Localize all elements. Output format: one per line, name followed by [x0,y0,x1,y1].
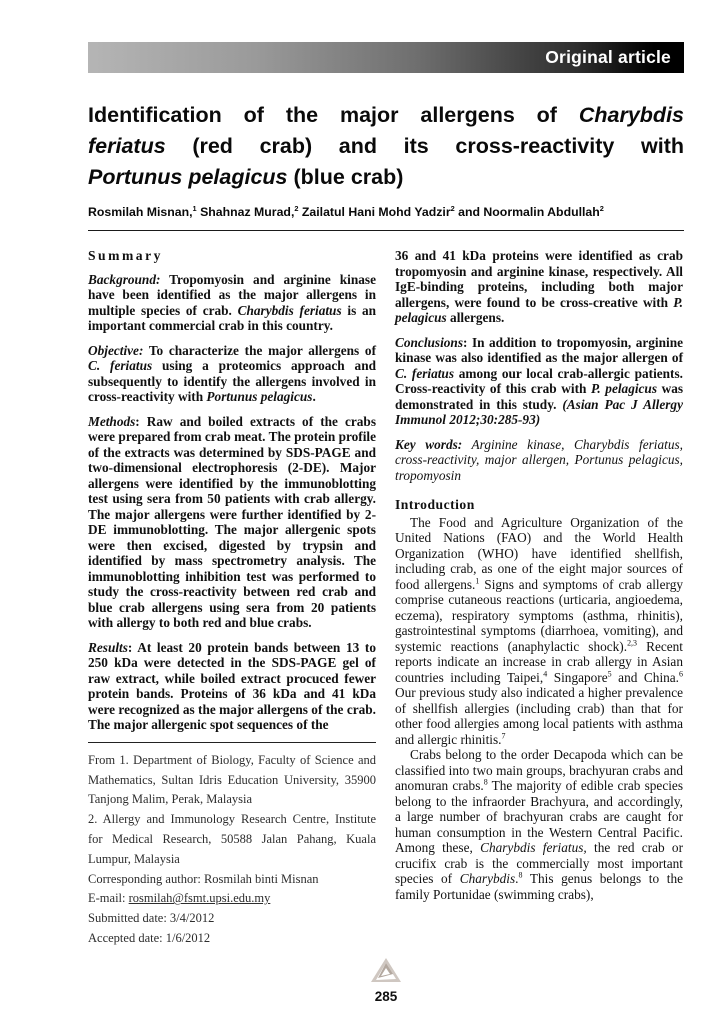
keywords-paragraph: Key words: Arginine kinase, Charybdis feriatus, cross-reactivity, major allergen, Portunus pelagicus, tropomyosin [395,436,683,483]
article-title [88,100,684,193]
banner-label: Original article [545,47,671,67]
title-line-2: feriatus (red crab) and its cross-reactivity with [88,134,684,158]
intro-paragraph-1: The Food and Agriculture Organization of the United Nations (FAO) and the World Health Organization (WHO) have identified shellfish, including crab, as one of the eight major sources of food allergens.$^1$ Signs and symptoms of crab allergy comprise cutaneous reactions (urticaria, angioedema, eczema), respiratory symptoms (asthma, rhinitis), gastrointestinal symptoms (diarrhoea, vomiting), and systemic reactions (anaphylactic shock).$^{2,3}$ Recent reports indicate an increase in crab allergy in Asian countries including Taipei,$^4$ Singapore$^5$ and China.$^6$ Our previous study also indicated a higher prevalence of shellfish allergies (including crab) than that for other food allergies among local patients with asthma and allergic rhinitis.$^7$ [395,514,684,747]
header-divider [88,230,684,231]
page-number: 285 [374,988,398,1004]
right-column [395,248,683,948]
left-column [88,248,376,948]
summary-heading: Summary [88,248,163,264]
affiliation-2: 2. Allergy and Immunology Research Centre, Institute for Medical Research, 50588 Jalan Pahang, Kuala Lumpur, Malaysia [88,812,376,866]
journal-logo-icon [370,957,402,983]
title-line-3: Portunus pelagicus (blue crab) [88,165,404,189]
email-label: E-mail: [88,891,129,906]
page-content [88,0,684,1004]
email-link[interactable]: rosmilah@fsmt.upsi.edu.my [128,891,271,906]
corresponding-author-line: Corresponding author: Rosmilah binti Misnan [88,871,319,886]
intro-paragraph-2: Crabs belong to the order Decapoda which can be classified into two main groups, brachyuran crabs and anomuran crabs.$^8$ The majority of edible crab species belong to the infraorder Brachyura, and accordingly, a large number of brachyuran crabs are caught for human consumption in the Western Central Pacific. Among these, Charybdis feriatus, the red crab or crucifix crab is the commercially most important species of Charybdis.$^8$ This genus belongs to the family Portunidae (swimming crabs), [395,747,684,902]
footnote-block [88,742,376,949]
methods-paragraph: Methods: Raw and boiled extracts of the crabs were prepared from crab meat. The protein profile of the extracts was determined by SDS-PAGE and two-dimensional electrophoresis (2-DE). Major allergens were identified by the immunoblotting test using sera from 50 patients with crab allergy. The major allergens were further identified by 2-DE immunoblotting. The major allergenic spots were then excised, digested by trypsin and identified by mass spectrometry analysis. The immunoblotting inhibition test was performed to study the cross-reactivity between red crab and blue crab allergens using sera from 20 patients with allergy to both red and blue crabs. [88,413,376,631]
accepted-date: Accepted date: 1/6/2012 [88,931,211,946]
background-paragraph: Background: Tropomyosin and arginine kinase have been identified as the major allergens in multiple species of crab. Charybdis feriatus is an important commercial crab in this country. [88,271,377,334]
page-footer [88,957,684,1004]
introduction-heading: Introduction [395,497,475,513]
email-line [88,889,376,909]
results-paragraph: Results: At least 20 protein bands between 13 to 250 kDa were detected in the SDS-PAGE gel of raw extract, while boiled extract procuced fewer protein bands. Proteins of 36 kDa and 41 kDa were recognized as the major allergens of the crab. The major allergenic spot sequences of the [88,639,376,733]
objective-paragraph: Objective: To characterize the major allergens of C. feriatus using a proteomics approach and subsequently to identify the allergens involved in cross-reactivity with Portunus pelagicus. [88,342,376,405]
abstract-continued-paragraph: 36 and 41 kDa proteins were identified as crab tropomyosin and arginine kinase, respectively. All IgE-binding proteins, including both major allergens, were found to be cross-creative with P. pelagicus allergens. [395,248,683,326]
affiliation-1: From 1. Department of Biology, Faculty of Science and Mathematics, Sultan Idris Education University, 35900 Tanjong Malim, Perak, Malaysia [88,752,376,807]
conclusions-paragraph: Conclusions: In addition to tropomyosin, arginine kinase was also identified as the major allergen of C. feriatus among our local crab-allergic patients. Cross-reactivity of this crab with P. pelagicus was demonstrated in this study. (Asian Pac J Allergy Immunol 2012;30:285-93) [395,334,684,428]
submitted-date: Submitted date: 3/4/2012 [88,911,215,926]
title-line-1: Identification of the major allergens of Charybdis [88,103,684,127]
article-type-banner [88,42,684,73]
author-line: Rosmilah Misnan,$^1$ Shahnaz Murad,$^2$ Zailatul Hani Mohd Yadzir$^2$ and Noormalin Abdullah$^2$ [88,203,604,219]
two-column-body [88,248,684,948]
